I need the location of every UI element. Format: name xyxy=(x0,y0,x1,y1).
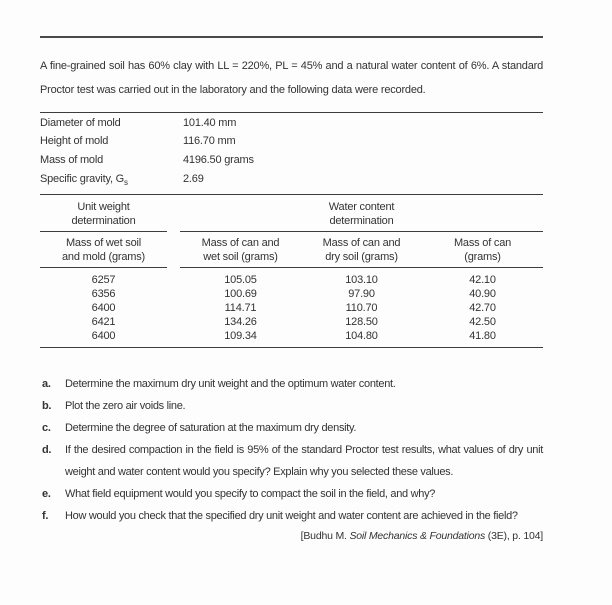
table-cell: 110.70 xyxy=(345,301,378,314)
property-row xyxy=(40,134,543,153)
question-letter: f. xyxy=(42,509,49,522)
table-cell: 6400 xyxy=(91,329,116,342)
table-rule xyxy=(180,267,543,268)
column-gap xyxy=(167,329,180,343)
table-cell: 42.70 xyxy=(469,301,496,314)
question-letter: a. xyxy=(42,377,51,390)
question-item-a xyxy=(42,373,543,395)
table-row xyxy=(40,273,543,287)
property-label xyxy=(40,172,183,191)
property-value: 4196.50 grams xyxy=(183,153,254,166)
column-gap xyxy=(167,200,180,228)
group-header-water-content xyxy=(180,200,543,228)
question-item-d xyxy=(42,439,543,483)
question-letter: e. xyxy=(42,487,51,500)
question-text: How would you check that the specified dry unit weight and water content are achieved in the field? xyxy=(65,509,518,522)
question-list xyxy=(40,373,543,527)
table-cell: 109.34 xyxy=(224,329,257,342)
table-cell: 114.71 xyxy=(224,301,257,314)
property-label xyxy=(40,134,183,153)
group-header-line: determination xyxy=(329,214,394,227)
table-cell: 6400 xyxy=(91,301,116,314)
property-label-text: Height of mold xyxy=(40,135,109,148)
table-body xyxy=(40,268,543,348)
table-cell: 40.90 xyxy=(469,287,496,300)
group-header-unit-weight xyxy=(40,200,167,228)
column-header-can-wet-soil xyxy=(180,236,301,264)
question-text: If the desired compaction in the field is 95% of the standard Proctor test results, what values of dry unit weight and water content would you specify? Explain why you selected these values. xyxy=(65,443,543,478)
mold-properties-table xyxy=(40,112,543,195)
table-cell: 128.50 xyxy=(345,315,378,328)
question-item-c xyxy=(42,417,543,439)
group-header-row xyxy=(40,195,543,228)
table-rule xyxy=(40,231,167,232)
column-header-row xyxy=(40,232,543,264)
column-gap xyxy=(167,301,180,315)
column-header-line: (grams) xyxy=(464,250,501,263)
property-row xyxy=(40,172,543,191)
table-rule xyxy=(180,231,543,232)
column-header-line: Mass of wet soil xyxy=(65,236,142,249)
column-header-line: and mold (grams) xyxy=(62,250,145,263)
property-label-text: Diameter of mold xyxy=(40,116,121,129)
table-cell: 97.90 xyxy=(348,287,375,300)
column-header-can-dry-soil xyxy=(301,236,422,264)
table-row xyxy=(40,287,543,301)
table-cell: 42.50 xyxy=(469,315,496,328)
property-label xyxy=(40,116,183,135)
property-label xyxy=(40,153,183,172)
source-citation xyxy=(40,529,543,544)
table-cell: 100.69 xyxy=(224,287,257,300)
question-letter: c. xyxy=(42,421,51,434)
property-value: 116.70 mm xyxy=(183,135,236,148)
property-label-text: Mass of mold xyxy=(40,153,104,166)
table-cell: 42.10 xyxy=(469,273,496,286)
table-cell: 6356 xyxy=(91,287,116,300)
question-item-f xyxy=(42,505,543,527)
column-gap xyxy=(167,315,180,329)
table-cell: 6257 xyxy=(91,273,116,286)
table-rule-row xyxy=(40,267,543,268)
property-row xyxy=(40,153,543,172)
property-label-text: Specific gravity, G xyxy=(40,172,125,185)
table-row xyxy=(40,301,543,315)
table-rule xyxy=(40,267,167,268)
property-row xyxy=(40,116,543,135)
table-cell: 134.26 xyxy=(224,315,257,328)
column-header-wet-soil-mold xyxy=(40,236,167,264)
column-header-line: dry soil (grams) xyxy=(325,250,398,263)
table-cell: 104.80 xyxy=(345,329,378,342)
column-header-line: Mass of can and xyxy=(322,236,401,249)
question-text: Determine the maximum dry unit weight and the optimum water content. xyxy=(65,377,396,390)
question-text: Determine the degree of saturation at the maximum dry density. xyxy=(65,421,357,434)
property-value: 101.40 mm xyxy=(183,116,237,129)
citation-author: [Budhu M. xyxy=(300,529,350,542)
column-gap xyxy=(167,236,180,264)
proctor-data-table xyxy=(40,195,543,348)
column-gap xyxy=(167,267,180,268)
question-text: Plot the zero air voids line. xyxy=(65,399,186,412)
table-cell: 105.05 xyxy=(224,273,257,286)
column-header-line: wet soil (grams) xyxy=(203,250,278,263)
column-gap xyxy=(167,273,180,287)
group-header-line: determination xyxy=(71,214,136,227)
question-text: What field equipment would you specify to compact the soil in the field, and why? xyxy=(65,487,436,500)
citation-edition-page: (3E), p. 104] xyxy=(485,529,543,542)
question-letter: b. xyxy=(42,399,52,412)
question-letter: d. xyxy=(42,443,52,456)
question-item-e xyxy=(42,483,543,505)
group-header-line: Unit weight xyxy=(77,200,130,213)
question-item-b xyxy=(42,395,543,417)
group-header-line: Water content xyxy=(328,200,395,213)
column-gap xyxy=(167,231,180,232)
table-row xyxy=(40,329,543,343)
property-value: 2.69 xyxy=(183,172,204,185)
column-gap xyxy=(167,287,180,301)
column-header-can xyxy=(422,236,543,264)
top-divider xyxy=(40,36,543,38)
problem-statement: A fine-grained soil has 60% clay with LL = 220%, PL = 45% and a natural water content of 6%. A standard Proctor test was carried out in the laboratory and the following data were recorded. xyxy=(40,60,543,96)
table-row xyxy=(40,315,543,329)
table-cell: 41.80 xyxy=(469,329,496,342)
table-cell: 6421 xyxy=(91,315,116,328)
property-label-subscript: s xyxy=(124,177,128,187)
table-rule-row xyxy=(40,231,543,232)
table-cell: 103.10 xyxy=(345,273,378,286)
column-header-line: Mass of can xyxy=(453,236,512,249)
citation-book-title: Soil Mechanics & Foundations xyxy=(349,529,486,542)
column-header-line: Mass of can and xyxy=(201,236,280,249)
